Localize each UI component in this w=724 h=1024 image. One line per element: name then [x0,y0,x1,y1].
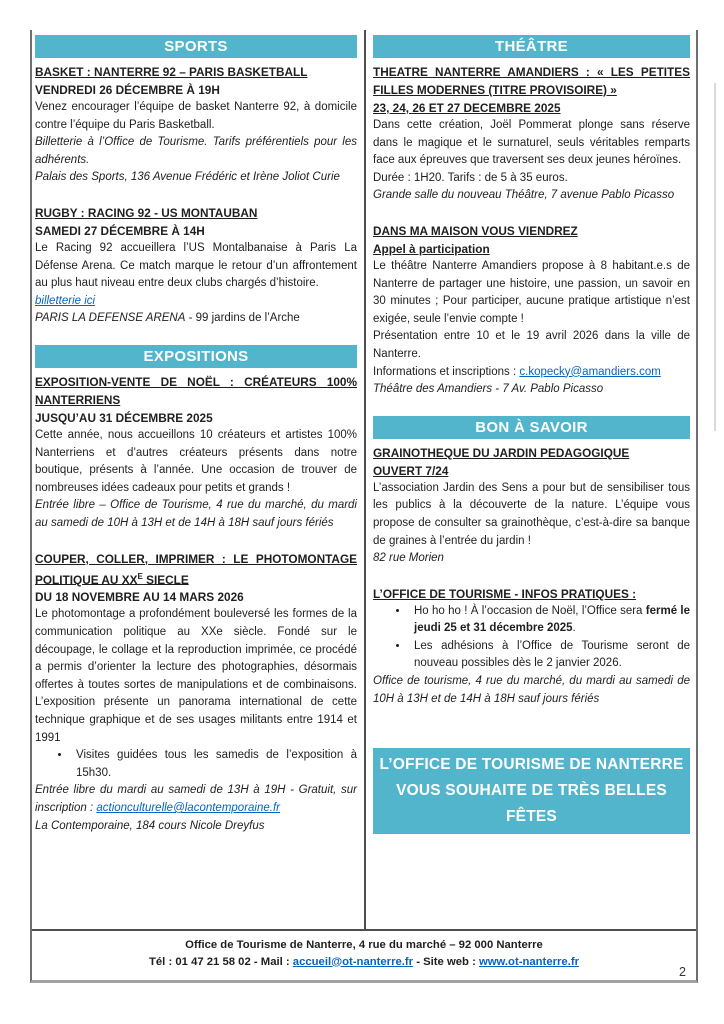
greetings-banner-line1: L’OFFICE DE TOURISME DE NANTERRE [379,756,684,774]
infos-bullet1-period: . [572,622,576,635]
article-maison [373,222,690,399]
maison-subtitle: Appel à participation [373,241,490,256]
section-header-sports: SPORTS [35,35,357,58]
expo-noel-date: JUSQU’AU 31 DÉCEMBRE 2025 [35,410,213,425]
rugby-venue-name: PARIS LA DEFENSE ARENA [35,312,186,325]
page-frame [30,30,698,983]
footer-web-label: - Site web : [413,955,479,968]
footer-web-link[interactable]: www.ot-nanterre.fr [478,955,579,968]
page-footer [32,929,696,980]
basket-tickets-note: Billetterie à l’Office de Tourisme. Tarifs préférentiels pour les adhérents. [35,136,357,166]
grainotheque-title: GRAINOTHEQUE DU JARDIN PEDAGOGIQUE [373,445,630,460]
section-header-bon-a-savoir: BON À SAVOIR [373,416,690,439]
infos-bullet2-text: Les adhésions à l’Office de Tourisme seront de nouveau possibles dès le 2 janvier 2026. [414,639,690,670]
photomontage-title [35,550,357,589]
article-expo-noel [35,373,357,533]
rugby-venue [35,310,357,328]
petites-filles-venue: Grande salle du nouveau Théâtre, 7 avenue Pablo Picasso [373,189,675,202]
article-rugby [35,204,357,328]
basket-date: VENDREDI 26 DÉCEMBRE À 19H [35,83,220,97]
expo-noel-title: EXPOSITION-VENTE DE NOËL : CRÉATEURS 100% NANTERRIENS [35,374,357,407]
infos-pratiques-title: L’OFFICE DE TOURISME - INFOS PRATIQUES : [373,586,637,601]
greetings-banner [373,748,690,834]
photomontage-list [35,747,357,782]
maison-info-label: Informations et inscriptions : [373,365,520,378]
list-item [409,638,690,673]
photomontage-venue: La Contemporaine, 184 cours Nicole Dreyfus [35,819,265,832]
article-petites-filles [373,63,690,205]
infos-pratiques-list [373,603,690,673]
expo-noel-hours: Entrée libre – Office de Tourisme, 4 rue du marché, du mardi au samedi de 10H à 13H et de 14H à 18H sauf jours fériés [35,499,357,529]
content-columns [32,30,696,929]
footer-address: Office de Tourisme de Nanterre, 4 rue du marché – 92 000 Nanterre [185,939,543,951]
photomontage-date: DU 18 NOVEMBRE AU 14 MARS 2026 [35,590,244,605]
rugby-venue-address: - 99 jardins de l’Arche [185,312,300,325]
petites-filles-title: THEATRE NANTERRE AMANDIERS : « LES PETITES FILLES MODERNES (TITRE PROVISOIRE) » [373,65,690,97]
grainotheque-subtitle: OUVERT 7/24 [373,463,449,478]
article-photomontage [35,550,357,836]
footer-tel-label: Tél : 01 47 21 58 02 - Mail : [149,955,293,968]
photomontage-hours [35,782,357,817]
infos-pratiques-hours: Office de tourisme, 4 rue du marché, du mardi au samedi de 10H à 13H et de 14H à 18H sauf jours fériés [373,675,690,705]
greetings-banner-line2: VOUS SOUHAITE DE TRÈS BELLES FÊTES [396,782,667,826]
photomontage-title-suffix: SIECLE [142,572,189,587]
list-item [71,747,357,782]
rugby-ticket-line [35,293,357,311]
photomontage-hours-text: Entrée libre du mardi au samedi de 13H à 19H - Gratuit, sur inscription : [35,784,357,814]
maison-body: Le théâtre Nanterre Amandiers propose à 8 habitant.e.s de Nanterre de partager une histoire, une passion, un savoir en 30 minutes ; Pour participer, aucune pratique artistique n’est exigée, seule l’envie compte ! [373,259,690,325]
article-infos-pratiques [373,585,690,709]
maison-title: DANS MA MAISON VOUS VIENDREZ [373,223,578,238]
infos-bullet1-text: Ho ho ho ! À l’occasion de Noël, l’Office sera [414,604,646,617]
petites-filles-date: 23, 24, 26 ET 27 DECEMBRE 2025 [373,101,561,115]
basket-title: BASKET : NANTERRE 92 – PARIS BASKETBALL [35,65,308,79]
footer-contact-line [32,954,696,971]
grainotheque-body: L’association Jardin des Sens a pour but de sensibiliser tous les publics à la découverte de la nature. L’équipe vous propose de consulter sa grainothèque, c’est-à-dire sa banque de graines à l’entrée du jardin ! [373,481,690,547]
photomontage-body: Le photomontage a profondément bouleversé les formes de la communication politique au XXe siècle. Fondé sur le découpage, le collage et la reproduction imprimée, ce procédé a permis d’orienter la lecture des photographies, désormais offertes à toutes sortes de manipulations et de combinaisons. L’exposition présente un panorama international de cette technique graphique et de ses usages militants entre 1914 et 1991 [35,608,357,744]
rugby-date: SAMEDI 27 DÉCEMBRE À 14H [35,223,205,238]
petites-filles-details: Durée : 1H20. Tarifs : de 5 à 35 euros. [373,171,568,184]
list-item [409,603,690,638]
photomontage-title-superscript: E [137,571,143,581]
rugby-ticket-link[interactable]: billetterie ici [35,294,96,307]
photomontage-bullet-text: Visites guidées tous les samedis de l’exposition à 15h30. [76,749,357,779]
photomontage-email-link[interactable]: actionculturelle@lacontemporaine.fr [96,801,280,814]
page-edge-artifact [714,83,716,431]
maison-email-link[interactable]: c.kopecky@amandiers.com [519,365,661,378]
basket-venue: Palais des Sports, 136 Avenue Frédéric et Irène Joliot Curie [35,171,340,184]
maison-body2: Présentation entre 10 et le 19 avril 2026 dans la ville de Nanterre. [373,330,690,360]
footer-mail-link[interactable]: accueil@ot-nanterre.fr [292,955,414,968]
section-header-theatre: THÉÂTRE [373,35,690,58]
rugby-body: Le Racing 92 accueillera l’US Montalbanaise à Paris La Défense Arena. Ce match marque le retour d’un affrontement au plus haut niveau entre deux clubs chargés d’histoire. [35,241,357,290]
article-basket [35,63,357,187]
expo-noel-body: Cette année, nous accueillons 10 créateurs et artistes 100% Nanterriens et d’autres créateurs présents dans notre boutique, présents à l’année. Une occasion de trouver de nombreuses idées cadeaux pour petits et grands ! [35,428,357,494]
maison-info-line [373,364,690,382]
section-header-expositions: EXPOSITIONS [35,345,357,368]
grainotheque-venue: 82 rue Morien [373,552,444,565]
article-grainotheque [373,444,690,568]
left-column [32,30,364,929]
infos-bullet1-bold: fermé le jeudi 25 et 31 décembre 2025 [414,604,691,635]
page-number: 2 [679,965,686,979]
photomontage-title-text: COUPER, COLLER, IMPRIMER : LE PHOTOMONTAGE POLITIQUE AU XX [35,551,357,587]
rugby-title: RUGBY : RACING 92 - US MONTAUBAN [35,205,258,220]
maison-venue: Théâtre des Amandiers - 7 Av. Pablo Picasso [373,383,604,396]
petites-filles-body: Dans cette création, Joël Pommerat plonge sans réserve dans le magique et le surnaturel, seuls véritables remparts face aux épreuves que traversent ses deux jeunes héroïnes. [373,119,690,167]
right-column [364,30,696,929]
basket-body: Venez encourager l’équipe de basket Nanterre 92, à domicile contre l’équipe du Paris Basketball. [35,101,357,131]
